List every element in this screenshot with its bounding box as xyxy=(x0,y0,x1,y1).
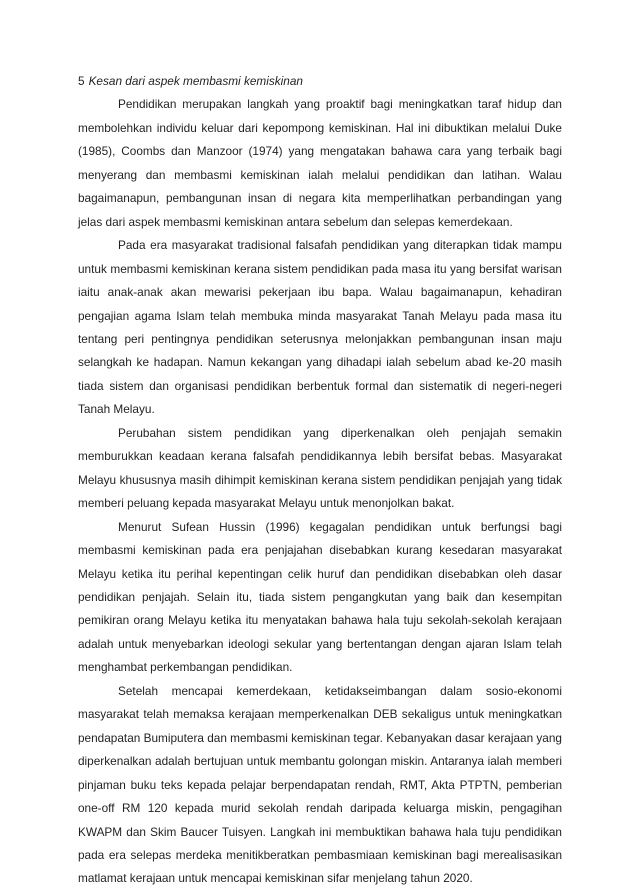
section-number: 5 xyxy=(78,74,85,88)
paragraph-3: Perubahan sistem pendidikan yang diperkenalkan oleh penjajah semakin memburukkan keadaan kerana falsafah pendidikannya lebih bersifat bebas. Masyarakat Melayu khususnya masih dihimpit kemiskinan kerana sistem pendidikan penjajah yang tidak memberi peluang kepada masyarakat Melayu untuk menonjolkan bakat. xyxy=(78,425,562,511)
paragraph-4: Menurut Sufean Hussin (1996) kegagalan pendidikan untuk berfungsi bagi membasmi kemiskinan pada era penjajahan disebabkan kurang kesedaran masyarakat Melayu ketika itu perihal kepentingan celik huruf dan pendidikan disebabkan oleh dasar pendidikan penjajah. Selain itu, tiada sistem pengangkutan yang baik dan kesempitan pemikiran orang Melayu ketika itu menyatakan bahawa hala tuju sekolah-sekolah kerajaan adalah untuk menyebarkan ideologi sekular yang bertentangan dengan ajaran Islam telah menghambat perkembangan pendidikan. xyxy=(78,519,562,675)
paragraph-1: Pendidikan merupakan langkah yang proaktif bagi meningkatkan taraf hidup dan membolehkan individu keluar dari kepompong kemiskinan. Hal ini dibuktikan melalui Duke (1985), Coombs dan Manzoor (1974) yang mengatakan bahawa cara yang terbaik bagi menyerang dan membasmi kemiskinan ialah melalui pendidikan dan latihan. Walau bagaimanapun, pembangunan insan di negara kita memperlihatkan perbandingan yang jelas dari aspek membasmi kemiskinan antara sebelum dan selepas kemerdekaan. xyxy=(78,97,562,229)
paragraph-5: Setelah mencapai kemerdekaan, ketidakseimbangan dalam sosio-ekonomi masyarakat telah memaksa kerajaan memperkenalkan DEB sekaligus untuk meningkatkan pendapatan Bumiputera dan membasmi kemiskinan tegar. Kebanyakan dasar kerajaan yang diperkenalkan adalah bertujuan untuk membantu golongan miskin. Antaranya ialah memberi pinjaman buku teks kepada pelajar berpendapatan rendah, RMT, Akta PTPTN, pemberian one-off RM 120 kepada murid sekolah rendah daripada keluarga miskin, pengagihan KWAPM dan Skim Baucer Tuisyen. Langkah ini membuktikan bahawa hala tuju pendidikan pada era selepas merdeka menitikberatkan pembasmiaan kemiskinan bagi merealisasikan matlamat kerajaan untuk mencapai kemiskinan sifar menjelang tahun 2020. xyxy=(78,683,562,886)
section-heading xyxy=(78,70,562,93)
page-content xyxy=(78,70,562,891)
section-title: Kesan dari aspek membasmi kemiskinan xyxy=(88,74,303,88)
paragraph-2: Pada era masyarakat tradisional falsafah pendidikan yang diterapkan tidak mampu untuk membasmi kemiskinan kerana sistem pendidikan pada masa itu yang bersifat warisan iaitu anak-anak akan mewarisi pekerjaan ibu bapa. Walau bagaimanapun, kehadiran pengajian agama Islam telah membuka minda masyarakat Tanah Melayu pada masa itu tentang peri pentingnya pendidikan seterusnya melonjakkan pembangunan insan maju selangkah ke hadapan. Namun kekangan yang dihadapi ialah sebelum abad ke-20 masih tiada sistem dan organisasi pendidikan berbentuk formal dan sistematik di negeri-negeri Tanah Melayu. xyxy=(78,238,562,417)
